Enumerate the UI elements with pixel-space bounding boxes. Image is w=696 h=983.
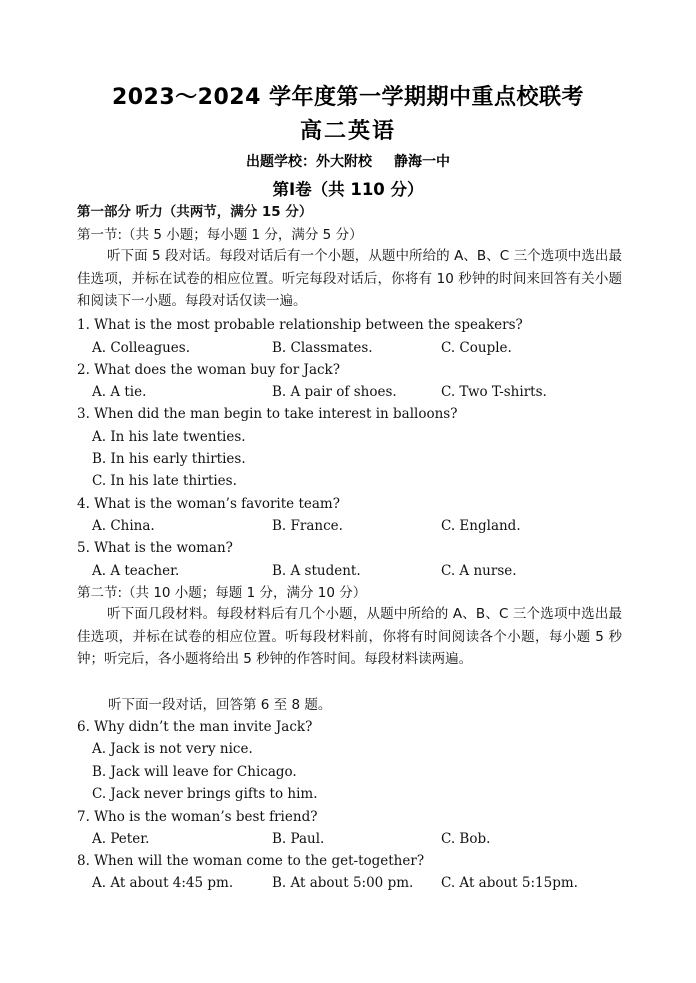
q5-option-a: A. A teacher.: [92, 563, 180, 579]
section-2-instructions: 听下面几段材料。每段材料后有几个小题，从题中所给的 A、B、C 三个选项中选出最佳选项，并标在试卷的相应位置。听每段材料前，你将有时间阅读各个小题，每小题 5 秒钟；听完后，各小题将给出 5 秒钟的作答时间。每段材料读两遍。: [77, 606, 622, 667]
question-8: 8. When will the woman come to the get-together?: [77, 853, 425, 869]
q6-option-b: B. Jack will leave for Chicago.: [92, 764, 297, 780]
q2-option-b: B. A pair of shoes.: [272, 384, 397, 400]
exam-subtitle: 高二英语: [299, 119, 396, 144]
q3-option-b: B. In his early thirties.: [92, 451, 246, 467]
q6-option-a: A. Jack is not very nice.: [92, 741, 253, 757]
school-2: 静海一中: [394, 154, 450, 170]
section-1-heading: 第一节:（共 5 小题；每小题 1 分，满分 5 分）: [77, 227, 363, 243]
question-7: 7. Who is the woman’s best friend?: [77, 809, 318, 825]
section-1-instructions: 听下面 5 段对话。每段对话后有一个小题，从题中所给的 A、B、C 三个选项中选出最佳选项，并标在试卷的相应位置。听完每段对话后，你将有 10 秒钟的时间来回答有关小题和阅读下一小题。每段对话仅读一遍。: [77, 248, 622, 309]
q7-option-b: B. Paul.: [272, 831, 325, 847]
q3-option-a: A. In his late twenties.: [92, 429, 246, 445]
q8-option-a: A. At about 4:45 pm.: [92, 875, 234, 891]
q1-option-c: C. Couple.: [441, 340, 512, 356]
q2-option-c: C. Two T-shirts.: [441, 384, 547, 400]
setting-schools: [0, 151, 696, 171]
question-2: 2. What does the woman buy for Jack?: [77, 362, 340, 378]
q8-option-b: B. At about 5:00 pm.: [272, 875, 414, 891]
question-6: 6. Why didn’t the man invite Jack?: [77, 719, 313, 735]
q3-option-c: C. In his late thirties.: [92, 473, 237, 489]
question-5: 5. What is the woman?: [77, 540, 233, 556]
q4-option-a: A. China.: [92, 518, 155, 534]
question-4: 4. What is the woman’s favorite team?: [77, 496, 340, 512]
q2-option-a: A. A tie.: [92, 384, 147, 400]
q1-option-a: A. Colleagues.: [92, 340, 191, 356]
q4-option-c: C. England.: [441, 518, 521, 534]
q7-option-c: C. Bob.: [441, 831, 491, 847]
q6-option-c: C. Jack never brings gifts to him.: [92, 786, 318, 802]
question-1: 1. What is the most probable relationship between the speakers?: [77, 317, 523, 333]
question-3: 3. When did the man begin to take interest in balloons?: [77, 406, 458, 422]
exam-title: 2023～2024 学年度第一学期期中重点校联考: [111, 85, 585, 110]
q1-option-b: B. Classmates.: [272, 340, 373, 356]
q8-option-c: C. At about 5:15pm.: [441, 875, 578, 891]
q4-option-b: B. France.: [272, 518, 343, 534]
q5-option-b: B. A student.: [272, 563, 361, 579]
school-1: 出题学校：外大附校: [246, 154, 372, 170]
q5-option-c: C. A nurse.: [441, 563, 517, 579]
section-2-heading: 第二节:（共 10 小题；每题 1 分，满分 10 分）: [77, 585, 367, 601]
part-heading: 第一部分 听力（共两节，满分 15 分）: [77, 204, 313, 220]
q7-option-a: A. Peter.: [92, 831, 150, 847]
section-2-sub-instruction: 听下面一段对话，回答第 6 至 8 题。: [108, 697, 332, 713]
volume-heading: 第Ⅰ卷（共 110 分）: [272, 180, 424, 199]
